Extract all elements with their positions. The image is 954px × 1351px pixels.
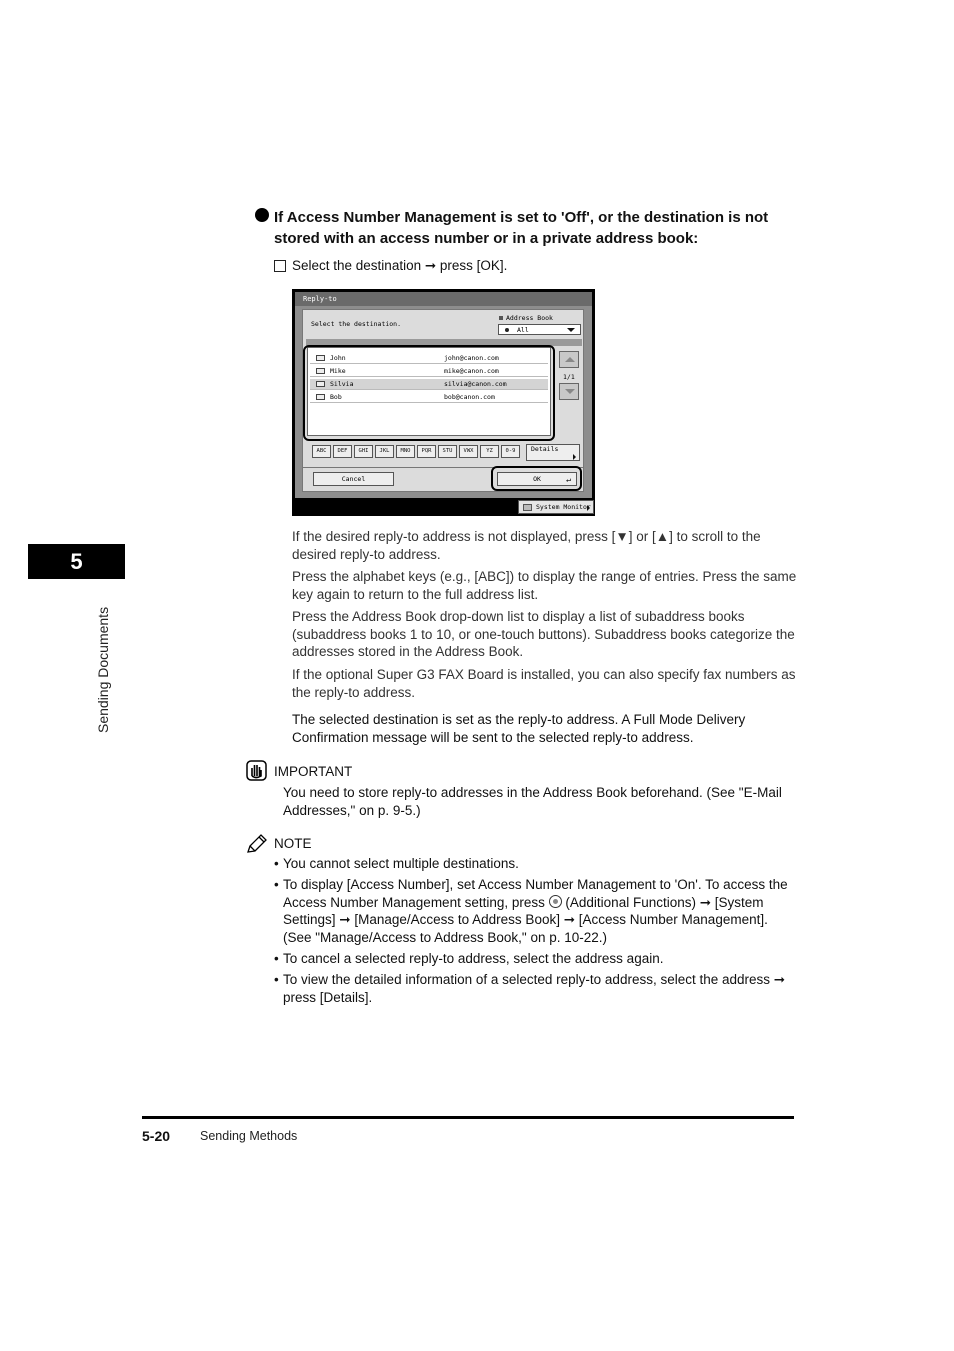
- alpha-key-yz[interactable]: YZ: [480, 445, 499, 458]
- dot-icon: [505, 328, 509, 332]
- entry-address: silvia@canon.com: [444, 380, 507, 388]
- alpha-key-def[interactable]: DEF: [333, 445, 352, 458]
- paragraph-scroll: If the desired reply-to address is not displayed, press [▼] or [▲] to scroll to the desired reply-to address.: [292, 529, 761, 562]
- arrow-up-icon: [565, 357, 575, 362]
- entry-name: Mike: [330, 367, 346, 375]
- additional-functions-icon: [549, 895, 562, 908]
- scroll-up-button[interactable]: [559, 351, 579, 368]
- chevron-right-icon: [573, 454, 576, 460]
- step-text: Select the destination ➞ press [OK].: [292, 258, 508, 273]
- monitor-icon: [523, 504, 532, 511]
- note-item: [274, 971, 794, 1006]
- details-label: Details: [531, 445, 559, 453]
- scroll-down-button[interactable]: [559, 383, 579, 400]
- note-item-text: To view the detailed information of a selected reply-to address, select the address ➞ press [Details].: [283, 972, 786, 1005]
- chapter-side-label: [95, 590, 111, 735]
- arrow-down-icon: [565, 389, 575, 394]
- page-count: 1/1: [563, 373, 575, 381]
- pencil-icon: [246, 834, 268, 854]
- important-title: IMPORTANT: [274, 764, 353, 779]
- bullet: •: [274, 877, 279, 892]
- paragraph-fax-board: If the optional Super G3 FAX Board is installed, you can also specify fax numbers as the reply-to address.: [292, 667, 796, 700]
- screen-body: [295, 292, 592, 498]
- important-hand-icon: [246, 760, 267, 781]
- alpha-key-vwx[interactable]: VWX: [459, 445, 478, 458]
- entry-name: John: [330, 354, 346, 362]
- footer-section-title: Sending Methods: [200, 1129, 298, 1143]
- page-number: 5-20: [142, 1128, 171, 1144]
- alpha-key-abc[interactable]: ABC: [312, 445, 331, 458]
- details-button[interactable]: [526, 444, 580, 461]
- note-title: NOTE: [274, 836, 312, 851]
- alpha-key-pqr[interactable]: PQR: [417, 445, 436, 458]
- alpha-key-mno[interactable]: MNO: [396, 445, 415, 458]
- entry-address: mike@canon.com: [444, 367, 499, 375]
- step-instruction: [274, 258, 507, 274]
- note-item-text: You cannot select multiple destinations.: [283, 856, 519, 871]
- screen-title: Reply-to: [295, 292, 592, 306]
- section-heading: If Access Number Management is set to 'Off', or the destination is not stored with an access number or in a private address book:: [274, 209, 769, 247]
- entry-name: Bob: [330, 393, 342, 401]
- select-destination-label: Select the destination.: [311, 320, 402, 328]
- ok-callout-frame: [491, 466, 582, 491]
- checkbox-icon: [274, 260, 286, 272]
- square-bullet-icon: [499, 316, 503, 320]
- note-item: [274, 950, 794, 968]
- return-icon: ↵: [566, 475, 571, 484]
- screen-panel: [302, 309, 584, 492]
- cancel-button[interactable]: Cancel: [313, 472, 394, 486]
- alpha-key-stu[interactable]: STU: [438, 445, 457, 458]
- entry-address: bob@canon.com: [444, 393, 495, 401]
- ok-label: OK: [533, 475, 541, 483]
- note-item-text: [283, 876, 794, 946]
- note-item: [274, 876, 794, 946]
- heading-bullet-icon: [255, 208, 269, 222]
- reply-to-screen: [292, 289, 595, 516]
- note-item-text: To cancel a selected reply-to address, select the address again.: [283, 951, 664, 966]
- important-body: You need to store reply-to addresses in the Address Book beforehand. (See "E-Mail Addresses," on p. 9-5.): [283, 785, 782, 818]
- chapter-side-text: Sending Documents: [95, 606, 111, 733]
- bullet: •: [274, 972, 279, 987]
- note-item-text-part: (Additional Functions) ➞ [System Settings] ➞ [Manage/Access to Address Book] ➞ [Access Number Management]. (See "Manage/Access to Address Book," on p. 10-22.): [283, 894, 768, 945]
- address-book-dropdown[interactable]: [498, 324, 581, 335]
- entry-address: john@canon.com: [444, 354, 499, 362]
- entry-name: Silvia: [330, 380, 354, 388]
- footer-rule: [142, 1116, 794, 1119]
- paragraph-result: The selected destination is set as the reply-to address. A Full Mode Delivery Confirmation message will be sent to the selected reply-to address.: [292, 712, 746, 745]
- system-monitor-label: System Monitor: [536, 503, 591, 511]
- alpha-key-ghi[interactable]: GHI: [354, 445, 373, 458]
- note-item: [274, 855, 794, 873]
- address-book-label-text: Address Book: [506, 314, 553, 322]
- alpha-key-0-9[interactable]: 0-9: [501, 445, 520, 458]
- alpha-key-jkl[interactable]: JKL: [375, 445, 394, 458]
- paragraph-alphabet-keys: Press the alphabet keys (e.g., [ABC]) to display the range of entries. Press the same key again to return to the full address list.: [292, 569, 797, 602]
- paragraph-address-book: Press the Address Book drop-down list to display a list of subaddress books (subaddress books 1 to 10, or one-touch buttons). Subaddress books categorize the addresses stored in the Address Book.: [292, 609, 795, 659]
- note-item-text-part: To display [Access Number], set Access Number Management to 'On'. To access the Access Number Management setting, press: [283, 877, 788, 910]
- list-callout-frame: [303, 345, 555, 441]
- bullet: •: [274, 856, 279, 871]
- chevron-down-icon: [567, 328, 575, 332]
- address-book-value: All: [517, 325, 529, 334]
- address-book-label: [499, 314, 553, 322]
- chapter-number-tab: 5: [28, 544, 125, 579]
- chevron-right-icon: [587, 505, 590, 511]
- system-monitor-button[interactable]: [518, 500, 594, 514]
- bullet: •: [274, 951, 279, 966]
